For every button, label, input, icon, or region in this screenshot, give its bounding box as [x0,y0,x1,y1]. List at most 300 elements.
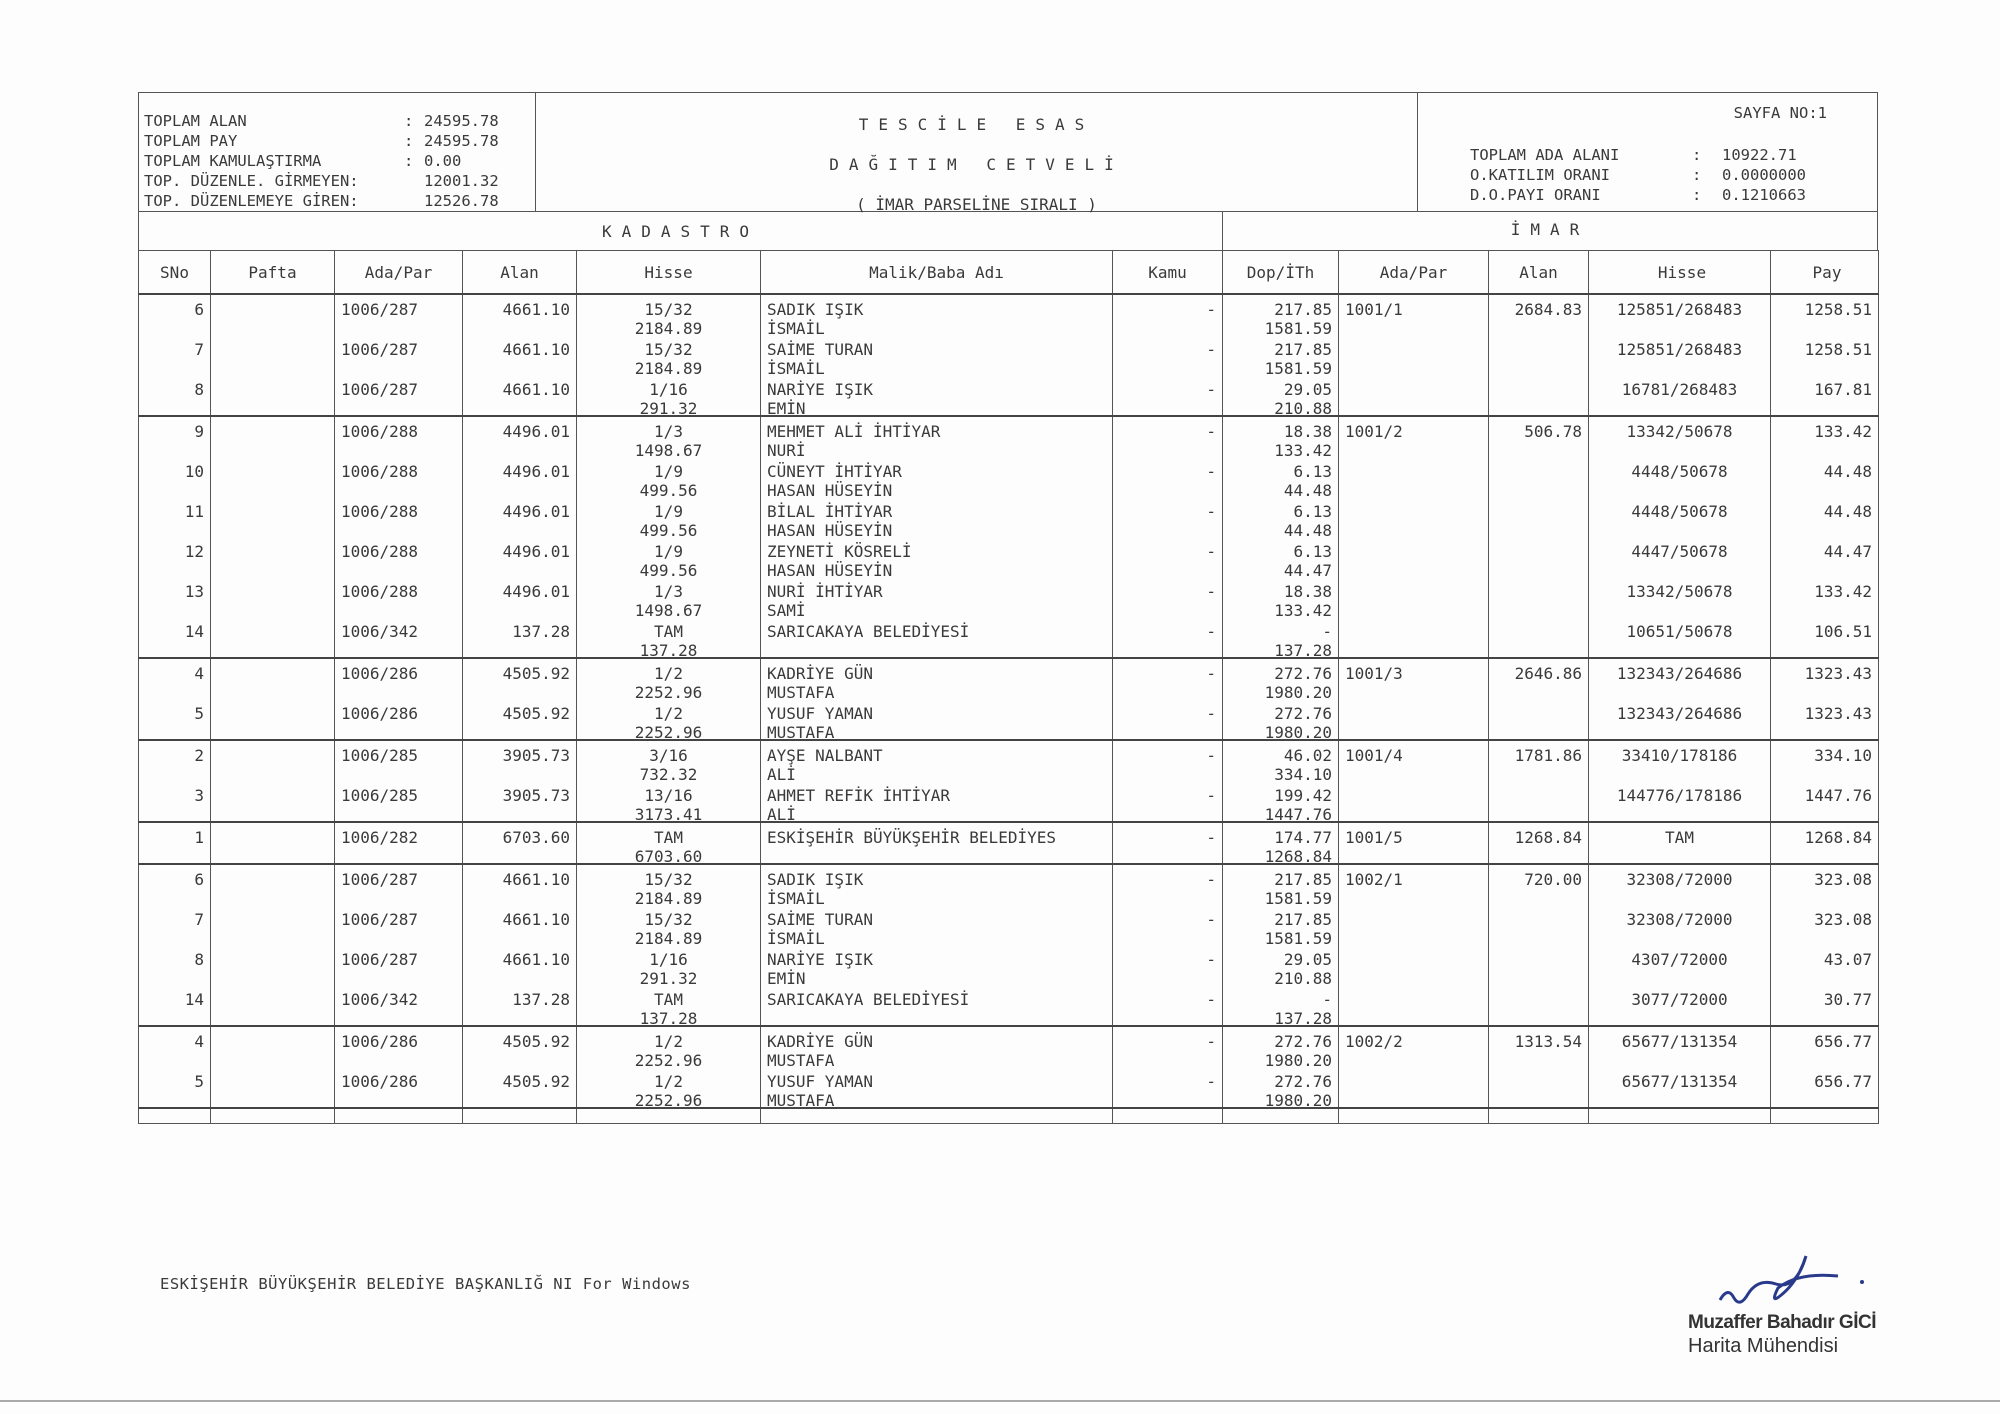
kadastro-alan-cell-main: 4661.10 [502,910,570,929]
kadastro-adapar-cell [335,457,462,497]
malik-cell-main: NARİYE IŞIK [767,950,873,969]
kadastro-adapar-cell-main: 1006/342 [341,990,419,1009]
malik-cell-sub: MUSTAFA [767,723,835,742]
kadastro-adapar-cell [335,1067,462,1107]
imar-hisse-cell-main: 3077/72000 [1631,990,1728,1009]
table-cell [211,864,335,1026]
dop-ith-cell [1223,699,1338,742]
title-block [536,93,1418,214]
dop-ith-cell-sub: 137.28 [1274,641,1332,660]
pay-cell [1771,865,1878,905]
imar-alan-cell [1489,659,1588,699]
kadastro-adapar-cell-main: 1006/286 [341,1032,419,1051]
kadastro-hisse-cell [577,497,760,540]
kamu-cell [1113,865,1222,905]
table-cell [1223,822,1339,864]
kadastro-alan-cell-main: 3905.73 [502,746,570,765]
malik-cell-main: AHMET REFİK İHTİYAR [767,786,951,805]
kamu-cell-main: - [1206,746,1216,765]
dop-ith-cell-main: 6.13 [1293,502,1332,521]
pay-cell-main: 133.42 [1814,422,1872,441]
imar-hisse-cell [1589,1027,1770,1067]
group-row [139,658,1879,740]
dop-ith-cell [1223,1027,1338,1070]
imar-hisse-cell [1589,823,1770,863]
kamu-cell [1113,537,1222,577]
kadastro-adapar-cell-main: 1006/288 [341,542,419,561]
pay-cell-main: 1323.43 [1804,704,1872,723]
column-header: SNo [139,251,211,295]
sno-cell-main: 14 [184,622,204,641]
imar-hisse-cell [1589,497,1770,537]
kamu-cell-main: - [1206,422,1216,441]
imar-alan-cell [1489,295,1588,335]
kadastro-hisse-cell-sub: 2184.89 [634,319,703,338]
table-cell [211,740,335,822]
table-cell [1771,658,1879,740]
ada-info-sep: : [1692,186,1702,204]
ada-info-row [1470,185,1827,205]
dop-ith-cell-sub: 44.48 [1283,481,1332,500]
imar-hisse-cell [1589,417,1770,457]
dop-ith-cell-sub: 210.88 [1274,399,1332,418]
column-header: Alan [1489,251,1589,295]
kadastro-adapar-cell-main: 1006/285 [341,746,419,765]
pay-cell [1771,741,1878,781]
header-box [138,92,1878,212]
total-label: TOP. DÜZENLE. GİRMEYEN: [144,172,359,190]
pafta-cell [211,335,334,375]
pafta-cell [211,781,334,821]
kadastro-hisse-cell [577,577,760,620]
pay-cell [1771,781,1878,821]
sno-cell-main: 8 [194,380,204,399]
malik-cell [761,1027,1112,1070]
table-cell [1223,1026,1339,1108]
malik-cell-sub: EMİN [767,969,806,988]
pay-cell-main: 43.07 [1823,950,1872,969]
imar-hisse-cell [1589,1067,1770,1107]
imar-hisse-cell-main: TAM [1665,828,1694,847]
kadastro-alan-cell [463,457,576,497]
sno-cell [139,741,210,781]
imar-adapar-cell [1339,659,1488,699]
imar-alan-cell [1489,781,1588,821]
kadastro-hisse-cell-main: 1/9 [654,502,683,521]
malik-cell [761,865,1112,908]
malik-cell-sub: ALİ [767,805,796,824]
kadastro-adapar-cell-main: 1006/287 [341,300,419,319]
imar-adapar: 1001/1 [1345,300,1403,319]
dop-ith-cell-main: 217.85 [1274,340,1332,359]
imar-adapar-cell [1339,417,1488,457]
kadastro-hisse-cell-main: 1/2 [654,664,683,683]
dop-ith-cell [1223,577,1338,620]
kadastro-adapar-cell-main: 1006/287 [341,910,419,929]
kadastro-hisse-cell-sub: 2252.96 [634,1091,703,1110]
table-cell [1589,658,1771,740]
sno-cell [139,617,210,657]
sno-cell [139,659,210,699]
kadastro-adapar-cell [335,905,462,945]
kadastro-adapar-cell-main: 1006/288 [341,422,419,441]
group-row [139,416,1879,658]
kadastro-hisse-cell-main: TAM [654,622,683,641]
kadastro-hisse-cell [577,335,760,378]
table-cell [335,416,463,658]
title-line-1: TESCİLE ESAS [858,115,1095,134]
column-header: Hisse [577,251,761,295]
pay-cell [1771,335,1878,375]
column-header: Alan [463,251,577,295]
sno-cell [139,1067,210,1107]
sno-cell-main: 6 [194,870,204,889]
table-cell [335,864,463,1026]
sno-cell-main: 5 [194,704,204,723]
pafta-cell [211,1067,334,1107]
total-sep [404,171,424,191]
pay-cell-main: 133.42 [1814,582,1872,601]
table-cell [577,864,761,1026]
imar-hisse-cell-main: 32308/72000 [1626,870,1733,889]
kadastro-alan-cell-main: 4661.10 [502,340,570,359]
malik-cell-main: ESKİŞEHİR BÜYÜKŞEHİR BELEDİYES [767,828,1056,847]
kamu-cell [1113,577,1222,617]
total-sep [404,191,424,211]
dop-ith-cell-main: 6.13 [1293,462,1332,481]
kadastro-alan-cell-main: 6703.60 [502,828,570,847]
kadastro-adapar-cell [335,497,462,537]
imar-hisse-cell-main: 13342/50678 [1626,422,1733,441]
imar-adapar-cell [1339,741,1488,781]
sno-cell [139,699,210,739]
malik-cell-main: YUSUF YAMAN [767,1072,873,1091]
imar-hisse-cell [1589,945,1770,985]
imar-hisse-cell-main: 4448/50678 [1631,462,1728,481]
malik-cell [761,375,1112,418]
malik-cell [761,905,1112,948]
pafta-cell [211,375,334,415]
column-header: Kamu [1113,251,1223,295]
imar-alan-cell [1489,497,1588,537]
pafta-cell [211,699,334,739]
table-cell [1771,740,1879,822]
dop-ith-cell-sub: 210.88 [1274,969,1332,988]
imar-adapar-cell [1339,497,1488,537]
imar-hisse-cell [1589,699,1770,739]
malik-cell [761,617,1112,657]
table-cell [1771,294,1879,416]
malik-cell-main: NURİ İHTİYAR [767,582,883,601]
imar-hisse-cell [1589,985,1770,1025]
pafta-cell [211,537,334,577]
table-cell [335,1026,463,1108]
dop-ith-cell [1223,497,1338,540]
table-cell [577,416,761,658]
sno-cell-main: 13 [184,582,204,601]
sno-cell-main: 12 [184,542,204,561]
pafta-cell [211,659,334,699]
table-cell [1223,416,1339,658]
imar-hisse-cell-main: 33410/178186 [1621,746,1738,765]
sno-cell [139,865,210,905]
imar-adapar-cell [1339,985,1488,1025]
kadastro-alan-cell [463,417,576,457]
pafta-cell [211,823,334,863]
sno-cell [139,497,210,537]
imar-adapar: 1001/5 [1345,828,1403,847]
group-row [139,1026,1879,1108]
kadastro-alan-cell [463,335,576,375]
imar-alan: 1313.54 [1514,1032,1582,1051]
table-cell [1489,822,1589,864]
ada-info-value: 10922.71 [1722,146,1797,164]
imar-hisse-cell [1589,295,1770,335]
dop-ith-cell-main: - [1322,990,1332,1009]
malik-cell-main: SARICAKAYA BELEDİYESİ [767,990,970,1009]
dop-ith-cell-sub: 1980.20 [1264,683,1332,702]
table-cell [1339,1026,1489,1108]
kadastro-hisse-cell-main: 15/32 [644,870,693,889]
dop-ith-cell [1223,617,1338,660]
kadastro-hisse-cell-sub: 2252.96 [634,683,703,702]
pay-cell-main: 44.48 [1823,502,1872,521]
malik-cell-sub: EMİN [767,399,806,418]
pay-cell-main: 1323.43 [1804,664,1872,683]
column-header: Ada/Par [1339,251,1489,295]
table-cell [761,864,1113,1026]
kadastro-hisse-cell-sub: 137.28 [639,1009,698,1028]
malik-cell [761,699,1112,742]
group-row [139,294,1879,416]
total-value: 12001.32 [424,172,499,190]
pay-cell-main: 30.77 [1823,990,1872,1009]
kadastro-adapar-cell-main: 1006/288 [341,502,419,521]
table-cell [1771,416,1879,658]
table-cell [577,1108,761,1124]
imar-adapar-cell [1339,375,1488,415]
kadastro-alan-cell-main: 4505.92 [502,1032,570,1051]
table-cell [211,416,335,658]
malik-cell-main: SARICAKAYA BELEDİYESİ [767,622,970,641]
kadastro-hisse-cell-sub: 3173.41 [634,805,703,824]
table-cell [1589,1026,1771,1108]
malik-cell-main: KADRİYE GÜN [767,664,873,683]
kadastro-alan-cell-main: 137.28 [512,990,570,1009]
pafta-cell [211,865,334,905]
kadastro-alan-cell-main: 4505.92 [502,704,570,723]
kadastro-alan-cell-main: 4661.10 [502,950,570,969]
pafta-cell [211,741,334,781]
imar-hisse-cell-main: 144776/178186 [1616,786,1743,805]
imar-alan-cell [1489,1027,1588,1067]
imar-hisse-cell-main: 4307/72000 [1631,950,1728,969]
sno-cell-main: 2 [194,746,204,765]
table-cell [1339,658,1489,740]
table-cell [463,822,577,864]
dop-ith-cell-main: 272.76 [1274,704,1332,723]
pay-cell [1771,457,1878,497]
total-value: 24595.78 [424,132,499,150]
table-cell [1223,294,1339,416]
table-cell [1223,658,1339,740]
imar-adapar-cell [1339,457,1488,497]
kadastro-alan-cell-main: 4496.01 [502,462,570,481]
malik-cell [761,295,1112,338]
pay-cell [1771,537,1878,577]
kadastro-alan-cell-main: 3905.73 [502,786,570,805]
kamu-cell [1113,617,1222,657]
imar-adapar-cell [1339,577,1488,617]
malik-cell-sub: HASAN HÜSEYİN [767,521,893,540]
dop-ith-cell-sub: 137.28 [1274,1009,1332,1028]
imar-hisse-cell [1589,659,1770,699]
kamu-cell [1113,659,1222,699]
malik-cell-sub: MUSTAFA [767,1051,835,1070]
pay-cell [1771,417,1878,457]
malik-cell-main: CÜNEYT İHTİYAR [767,462,902,481]
table-cell [761,740,1113,822]
kadastro-adapar-cell [335,945,462,985]
sno-cell-main: 8 [194,950,204,969]
malik-cell [761,577,1112,620]
pay-cell-main: 656.77 [1814,1072,1872,1091]
dop-ith-cell-main: - [1322,622,1332,641]
ada-info-sep: : [1692,166,1702,184]
table-cell [1223,1108,1339,1124]
column-header: Pafta [211,251,335,295]
imar-hisse-cell-main: 132343/264686 [1616,704,1743,723]
dop-ith-cell-main: 199.42 [1274,786,1332,805]
imar-hisse-cell [1589,577,1770,617]
dop-ith-cell-main: 272.76 [1274,1032,1332,1051]
table-cell [463,864,577,1026]
kadastro-hisse-cell [577,905,760,948]
dop-ith-cell [1223,335,1338,378]
kadastro-adapar-cell [335,865,462,905]
table-cell [211,822,335,864]
total-label: TOPLAM ALAN [144,112,247,130]
malik-cell-sub: NURİ [767,441,806,460]
kadastro-alan-cell [463,577,576,617]
malik-cell-main: BİLAL İHTİYAR [767,502,893,521]
pay-cell [1771,617,1878,657]
imar-hisse-cell-main: 13342/50678 [1626,582,1733,601]
imar-alan: 1781.86 [1514,746,1582,765]
table-cell [1771,1026,1879,1108]
kamu-cell-main: - [1206,502,1216,521]
table-cell [1113,1026,1223,1108]
kadastro-hisse-cell-main: 15/32 [644,910,693,929]
sno-cell-main: 5 [194,1072,204,1091]
kadastro-hisse-cell [577,537,760,580]
kamu-cell [1113,985,1222,1025]
table-cell [335,658,463,740]
total-sep: : [404,152,414,170]
kamu-cell [1113,905,1222,945]
kadastro-hisse-cell-sub: 2184.89 [634,929,703,948]
table-cell [1489,294,1589,416]
malik-cell-main: SAİME TURAN [767,910,873,929]
sno-cell-main: 14 [184,990,204,1009]
table-cell [335,294,463,416]
dop-ith-cell-sub: 1980.20 [1264,723,1332,742]
table-cell [577,658,761,740]
table-cell [1489,658,1589,740]
pay-cell-main: 1258.51 [1804,340,1872,359]
signature-scribble [1680,1240,1880,1320]
table-cell [211,1108,335,1124]
table-cell [139,864,211,1026]
dop-ith-cell [1223,537,1338,580]
kadastro-alan-cell-main: 137.28 [512,622,570,641]
ada-info-value: 0.0000000 [1722,166,1806,184]
kamu-cell-main: - [1206,462,1216,481]
kadastro-adapar-cell [335,617,462,657]
kamu-cell-main: - [1206,542,1216,561]
table-cell [577,1026,761,1108]
imar-adapar-cell [1339,865,1488,905]
dop-ith-cell-sub: 334.10 [1274,765,1332,784]
kadastro-hisse-cell-sub: 1498.67 [634,441,703,460]
malik-cell-sub: HASAN HÜSEYİN [767,561,893,580]
imar-alan: 506.78 [1524,422,1582,441]
pafta-cell [211,457,334,497]
total-row [144,151,535,171]
dop-ith-cell [1223,295,1338,338]
pay-cell [1771,375,1878,415]
kadastro-adapar-cell [335,823,462,863]
sno-cell [139,1027,210,1067]
pay-cell-main: 1447.76 [1804,786,1872,805]
table-cell [139,740,211,822]
ada-info-row [1470,165,1827,185]
pafta-cell [211,617,334,657]
table-cell [1589,1108,1771,1124]
kadastro-hisse-cell [577,823,760,866]
kadastro-adapar-cell-main: 1006/286 [341,704,419,723]
dop-ith-cell [1223,945,1338,988]
dop-ith-cell [1223,1067,1338,1110]
imar-alan-cell [1489,823,1588,863]
malik-cell-main: YUSUF YAMAN [767,704,873,723]
imar-adapar: 1001/4 [1345,746,1403,765]
kamu-cell [1113,741,1222,781]
title-line-2: DAĞITIM CETVELİ [829,155,1124,174]
pafta-cell [211,905,334,945]
kadastro-hisse-cell [577,1067,760,1110]
total-value: 12526.78 [424,192,499,210]
table-cell [211,658,335,740]
kamu-cell [1113,335,1222,375]
dop-ith-cell-main: 217.85 [1274,870,1332,889]
kadastro-alan-cell [463,497,576,537]
ada-info-sep: : [1692,146,1702,164]
kadastro-hisse-cell-main: 3/16 [649,746,688,765]
kadastro-hisse-cell-sub: 499.56 [639,521,698,540]
kadastro-alan-cell-main: 4505.92 [502,664,570,683]
kadastro-adapar-cell-main: 1006/286 [341,1072,419,1091]
total-sep: : [404,132,414,150]
ada-info-label: TOPLAM ADA ALANI [1470,146,1620,164]
malik-cell-main: AYŞE NALBANT [767,746,883,765]
kadastro-adapar-cell [335,295,462,335]
imar-hisse-cell [1589,865,1770,905]
table-cell [577,740,761,822]
kamu-cell [1113,1067,1222,1107]
table-cell [1339,294,1489,416]
kamu-cell-main: - [1206,380,1216,399]
